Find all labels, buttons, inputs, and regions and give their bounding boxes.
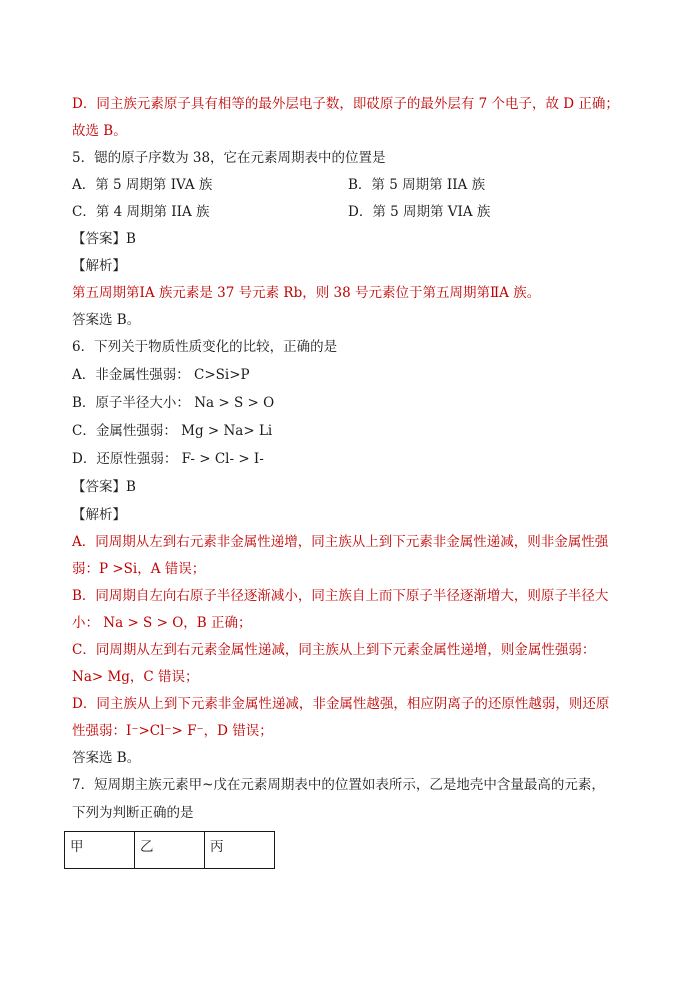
q6-explanation-d-line1: D．同主族从上到下元素非金属性递减，非金属性越强，相应阴离子的还原性越弱，则还原 [72,696,610,712]
prev-answer-option-d: D．同主族元素原子具有相等的最外层电子数，即砹原子的最外层有 7 个电子，故 D 正确； [72,96,619,112]
q5-option-d: D．第 5 周期第 VIA 族 [348,204,491,220]
q6-explanation-a-line2: 弱：P >Si，A 错误； [72,561,206,577]
q5-option-a: A．第 5 周期第 IVA 族 [72,177,213,193]
q6-explanation-b-line1: B．同周期自左向右原子半径逐渐减小，同主族自上而下原子半径逐渐增大，则原子半径大 [72,588,609,604]
q6-option-b: B．原子半径大小： Na > S > O [72,395,275,411]
table-cell-bing: 丙 [205,832,275,869]
q5-answer: 【答案】B [72,231,136,247]
q6-option-d: D．还原性强弱： F- > Cl- > I- [72,451,264,467]
q6-stem: 6．下列关于物质性质变化的比较，正确的是 [72,339,338,355]
q6-option-a: A．非金属性强弱： C>Si>P [72,367,250,383]
q6-explanation-a-line1: A．同周期从左到右元素非金属性递增，同主族从上到下元素非金属性递减，则非金属性强 [72,534,609,550]
q7-stem-line2: 下列为判断正确的是 [72,805,194,821]
q6-answer: 【答案】B [72,479,136,495]
q5-analysis-heading: 【解析】 [72,258,126,274]
periodic-table-excerpt [64,831,275,869]
q6-explanation-d-line2: 性强弱：I⁻>Cl⁻> F⁻，D 错误； [72,723,273,739]
table-cell-yi: 乙 [135,832,205,869]
q5-final-answer: 答案选 B。 [72,312,141,328]
q6-option-c: C．金属性强弱： Mg > Na> Li [72,423,273,439]
q7-stem-line1: 7．短周期主族元素甲~戊在元素周期表中的位置如表所示，乙是地壳中含量最高的元素， [72,777,605,793]
q6-explanation-c-line2: Na> Mg，C 错误； [72,669,199,685]
prev-answer-conclusion: 故选 B。 [72,123,127,139]
q5-stem: 5．锶的原子序数为 38，它在元素周期表中的位置是 [72,150,386,166]
q6-analysis-heading: 【解析】 [72,507,126,523]
q5-explanation: 第五周期第ⅠA 族元素是 37 号元素 Rb，则 38 号元素位于第五周期第ⅡA 族。 [72,285,541,301]
table-cell-jia: 甲 [65,832,135,869]
q6-explanation-b-line2: 小： Na > S > O，B 正确； [72,615,252,631]
q5-option-c: C．第 4 周期第 IIA 族 [72,204,210,220]
q5-option-b: B．第 5 周期第 IIA 族 [348,177,486,193]
q6-final-answer: 答案选 B。 [72,750,141,766]
q6-explanation-c-line1: C．同周期从左到右元素金属性递减，同主族从上到下元素金属性递增，则金属性强弱： [72,642,596,658]
